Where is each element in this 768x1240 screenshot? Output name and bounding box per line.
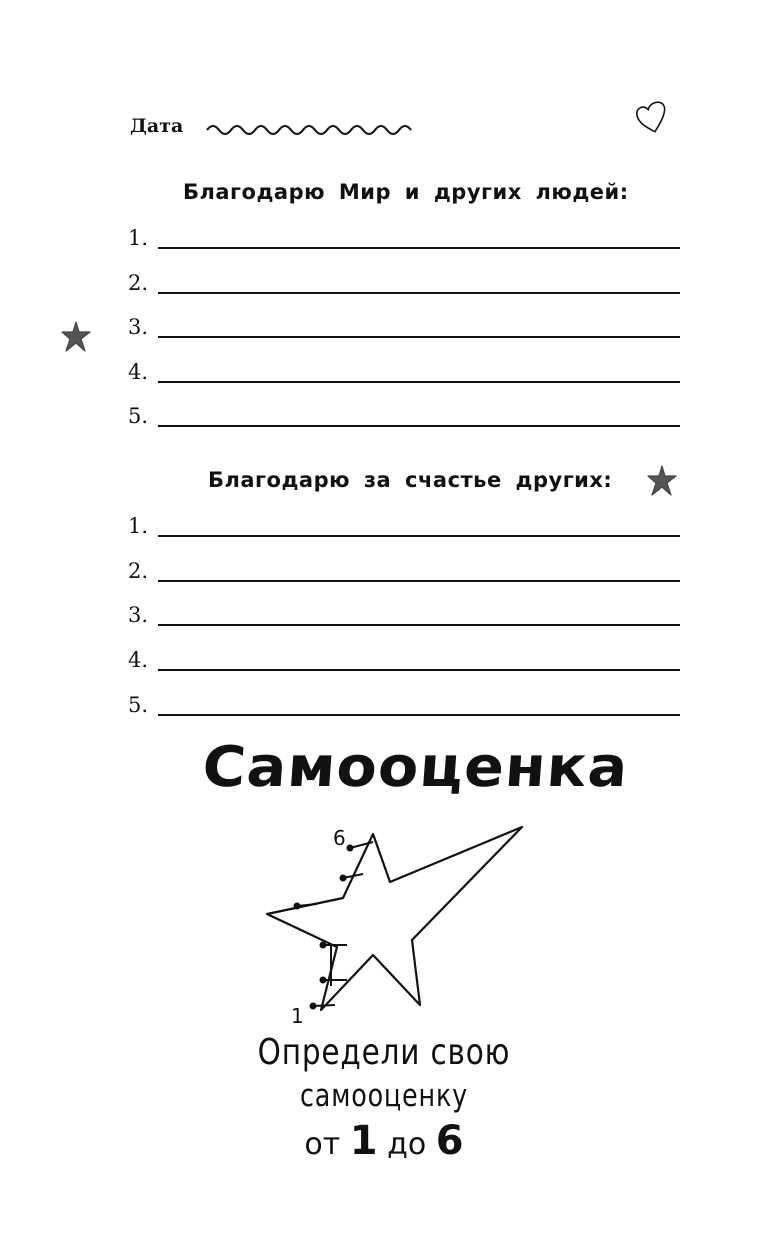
item-number: 3.	[128, 315, 149, 339]
list-item	[128, 648, 680, 678]
caption-line1: Определи свою	[257, 1032, 511, 1073]
list-item	[128, 271, 680, 301]
item-number: 4.	[128, 648, 149, 672]
heart-icon	[634, 100, 674, 136]
self-esteem-title: Самооценка	[200, 735, 631, 800]
write-line[interactable]	[158, 580, 680, 582]
scale-marks	[295, 842, 374, 1009]
caption-line2: самооценку	[300, 1078, 468, 1114]
self-esteem-star[interactable]	[255, 820, 535, 1020]
write-line[interactable]	[158, 669, 680, 671]
list-item	[128, 360, 680, 390]
list-item	[128, 559, 680, 589]
item-number: 3.	[128, 603, 149, 627]
caption-max: 6	[435, 1118, 464, 1164]
item-number: 4.	[128, 360, 149, 384]
write-line[interactable]	[158, 247, 680, 249]
item-number: 1.	[128, 226, 149, 250]
list-item	[128, 514, 680, 544]
item-number: 1.	[128, 514, 149, 538]
list-item	[128, 315, 680, 345]
section-title-world: Благодарю Мир и других людей:	[183, 180, 629, 204]
date-label: Дата	[130, 115, 184, 137]
item-number: 2.	[128, 559, 149, 583]
scale-label-bottom: 1	[291, 1004, 304, 1028]
list-item	[128, 226, 680, 256]
list-item	[128, 404, 680, 434]
scale-label-top: 6	[333, 826, 346, 850]
write-line[interactable]	[158, 381, 680, 383]
star-icon	[60, 320, 92, 354]
caption-range	[0, 1118, 768, 1164]
item-number: 2.	[128, 271, 149, 295]
write-line[interactable]	[158, 292, 680, 294]
date-wavy-line[interactable]	[205, 118, 415, 140]
write-line[interactable]	[158, 624, 680, 626]
star-icon	[646, 464, 678, 498]
caption-from: от	[304, 1127, 341, 1162]
caption-to: до	[387, 1127, 427, 1162]
write-line[interactable]	[158, 425, 680, 427]
item-number: 5.	[128, 693, 149, 717]
list-item	[128, 693, 680, 723]
item-number: 5.	[128, 404, 149, 428]
caption-min: 1	[349, 1118, 378, 1164]
list-item	[128, 603, 680, 633]
section-title-others-happiness: Благодарю за счастье других:	[208, 468, 613, 492]
write-line[interactable]	[158, 714, 680, 716]
write-line[interactable]	[158, 535, 680, 537]
write-line[interactable]	[158, 336, 680, 338]
